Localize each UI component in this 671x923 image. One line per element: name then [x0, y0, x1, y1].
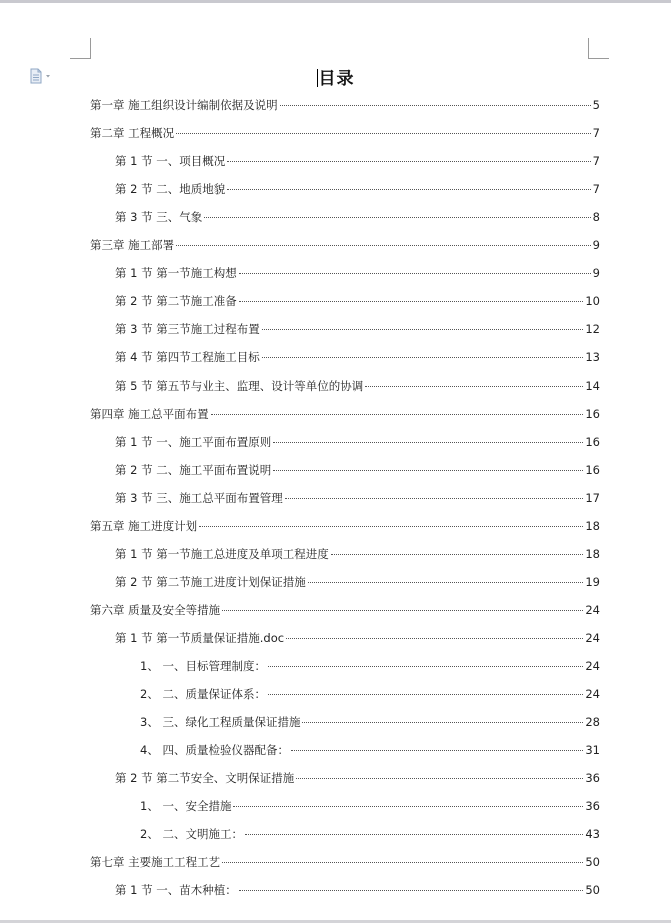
toc-entry[interactable]: [115, 348, 600, 366]
toc-entry-label: 第 2 节 二、施工平面布置说明: [115, 462, 272, 477]
toc-entry[interactable]: [115, 264, 600, 282]
toc-entry[interactable]: [115, 152, 600, 170]
toc-entry[interactable]: [115, 545, 600, 563]
toc-entry-page-number: 50: [585, 855, 600, 870]
toc-entry-label: 第五章 施工进度计划: [90, 518, 198, 533]
toc-entry-page-number: 9: [592, 238, 600, 253]
toc-dot-leader: [268, 666, 583, 667]
toc-entry-page-number: 8: [592, 210, 600, 225]
toc-entry-page-number: 18: [585, 518, 600, 533]
toc-entry[interactable]: [90, 853, 600, 871]
toc-entry-label: 第 3 节 第三节施工过程布置: [115, 322, 260, 337]
toc-entry-page-number: 5: [592, 98, 600, 112]
toc-entry-page-number: 18: [585, 546, 600, 561]
toc-entry[interactable]: [140, 797, 600, 815]
toc-entry-page-number: 16: [585, 462, 600, 477]
toc-dot-leader: [239, 890, 584, 891]
toc-entry[interactable]: [140, 685, 600, 703]
toc-dot-leader: [268, 694, 583, 695]
toc-dot-leader: [233, 806, 583, 807]
toc-entry-page-number: 24: [585, 602, 600, 617]
toc-entry-label: 第 5 节 第五节与业主、监理、设计等单位的协调: [115, 378, 364, 393]
toc-entry[interactable]: [115, 881, 600, 899]
toc-entry[interactable]: [90, 124, 600, 142]
toc-entry-page-number: 7: [592, 154, 600, 169]
toc-dot-leader: [227, 189, 590, 190]
toc-dot-leader: [308, 582, 584, 583]
toc-dot-leader: [273, 470, 583, 471]
toc-entry-label: 第 3 节 三、施工总平面布置管理: [115, 490, 283, 505]
toc-entry[interactable]: [90, 405, 600, 423]
toc-entry-page-number: 16: [585, 434, 600, 449]
toc-entry[interactable]: [140, 657, 600, 675]
toc-dot-leader: [285, 498, 584, 499]
toc-entry[interactable]: [115, 292, 600, 310]
toc-entry-label: 第二章 工程概况: [90, 126, 175, 141]
toc-entry-page-number: 7: [592, 126, 600, 141]
toc-entry[interactable]: [115, 629, 600, 647]
toc-entry-label: 第 2 节 二、地质地貌: [115, 182, 226, 197]
toc-entry-label: 第 1 节 第一节施工总进度及单项工程进度: [115, 546, 329, 561]
toc-dot-leader: [273, 442, 583, 443]
toc-dot-leader: [239, 273, 591, 274]
toc-dot-leader: [176, 133, 591, 134]
toc-entry-label: 第 2 节 第二节施工准备: [115, 294, 237, 309]
toc-title: [0, 64, 671, 89]
toc-dot-leader: [291, 750, 583, 751]
toc-entry[interactable]: [90, 236, 600, 254]
toc-entry[interactable]: [90, 601, 600, 619]
toc-entry-page-number: 19: [585, 574, 600, 589]
toc-dot-leader: [245, 834, 583, 835]
toc-dot-leader: [296, 778, 583, 779]
toc-dot-leader: [262, 357, 584, 358]
page-margin-corner-top-left: [70, 38, 91, 59]
toc-dot-leader: [262, 329, 584, 330]
toc-entry-page-number: 43: [585, 827, 600, 842]
toc-entry-page-number: 9: [592, 266, 600, 281]
toc-entry[interactable]: [115, 489, 600, 507]
toc-entry[interactable]: [115, 180, 600, 198]
toc-entry-page-number: 13: [585, 350, 600, 365]
toc-entry[interactable]: [115, 320, 600, 338]
toc-dot-leader: [286, 638, 583, 639]
toc-entry-page-number: 24: [585, 659, 600, 673]
toc-entry-label: 第一章 施工组织设计编制依据及说明: [90, 98, 278, 112]
toc-entry[interactable]: [140, 825, 600, 843]
toc-entry[interactable]: [115, 208, 600, 226]
toc-entry-label: 第 2 节 第二节施工进度计划保证措施: [115, 574, 306, 589]
toc-entry[interactable]: [115, 769, 600, 787]
toc-entry-page-number: 50: [585, 883, 600, 898]
toc-entry-page-number: 28: [585, 715, 600, 730]
page-margin-corner-top-right: [588, 38, 609, 59]
toc-entry[interactable]: [140, 741, 600, 759]
text-cursor: [317, 69, 318, 87]
toc-entry-page-number: 10: [585, 294, 600, 309]
toc-entry-page-number: 14: [585, 378, 600, 393]
toc-entry-label: 4、 四、质量检验仪器配备：: [140, 743, 289, 758]
toc-dot-leader: [222, 610, 583, 611]
toc-entry-page-number: 24: [585, 687, 600, 702]
toc-title-text: 目录: [318, 69, 355, 89]
toc-entry-label: 第 1 节 第一节施工构想: [115, 266, 237, 281]
toc-entry-label: 第 3 节 三、气象: [115, 210, 203, 225]
toc-entry[interactable]: [115, 433, 600, 451]
toc-entry-page-number: 36: [585, 799, 600, 814]
toc-entry-label: 第 1 节 第一节质量保证措施.doc: [115, 630, 285, 645]
toc-dot-leader: [239, 301, 584, 302]
toc-dot-leader: [176, 245, 591, 246]
toc-dot-leader: [365, 386, 583, 387]
toc-entry-label: 第七章 主要施工工程工艺: [90, 855, 221, 870]
toc-dot-leader: [222, 862, 583, 863]
toc-entry-page-number: 17: [585, 490, 600, 505]
toc-entry[interactable]: [90, 96, 600, 114]
toc-entry-page-number: 7: [592, 182, 600, 197]
toc-entry-label: 2、 二、质量保证体系：: [140, 687, 266, 702]
toc-entry[interactable]: [115, 573, 600, 591]
toc-entry-label: 第 4 节 第四节工程施工目标: [115, 350, 260, 365]
toc-dot-leader: [227, 161, 590, 162]
toc-entry-page-number: 12: [585, 322, 600, 337]
toc-entry-label: 1、 一、目标管理制度：: [140, 659, 266, 673]
toc-entry-page-number: 24: [585, 630, 600, 645]
toc-dot-leader: [199, 526, 583, 527]
toc-entry[interactable]: [115, 461, 600, 479]
toc-dot-leader: [204, 217, 590, 218]
toc-entry-page-number: 31: [585, 743, 600, 758]
toc-entry-label: 第六章 质量及安全等措施: [90, 602, 221, 617]
toc-entry[interactable]: [90, 517, 600, 535]
toc-entry[interactable]: [140, 713, 600, 731]
toc-entry-label: 第三章 施工部署: [90, 238, 175, 253]
toc-entry-page-number: 16: [585, 406, 600, 421]
toc-entry-label: 第 1 节 一、项目概况: [115, 154, 226, 169]
toc-entry-label: 第 1 节 一、施工平面布置原则: [115, 434, 272, 449]
toc-entry-label: 1、 一、安全措施: [140, 799, 232, 814]
toc-entry-label: 第 2 节 第二节安全、文明保证措施: [115, 771, 295, 786]
toc-dot-leader: [302, 722, 583, 723]
toc-entry-label: 第 1 节 一、苗木种植：: [115, 883, 237, 898]
toc-entry[interactable]: [115, 377, 600, 395]
toc-dot-leader: [280, 105, 591, 106]
window-top-border: [0, 0, 671, 3]
toc-entry-label: 2、 二、文明施工：: [140, 827, 243, 842]
toc-entry-label: 3、 三、绿化工程质量保证措施: [140, 715, 301, 730]
toc-entry-page-number: 36: [585, 771, 600, 786]
toc-dot-leader: [331, 554, 584, 555]
toc-dot-leader: [211, 414, 584, 415]
toc-entry-label: 第四章 施工总平面布置: [90, 406, 209, 421]
